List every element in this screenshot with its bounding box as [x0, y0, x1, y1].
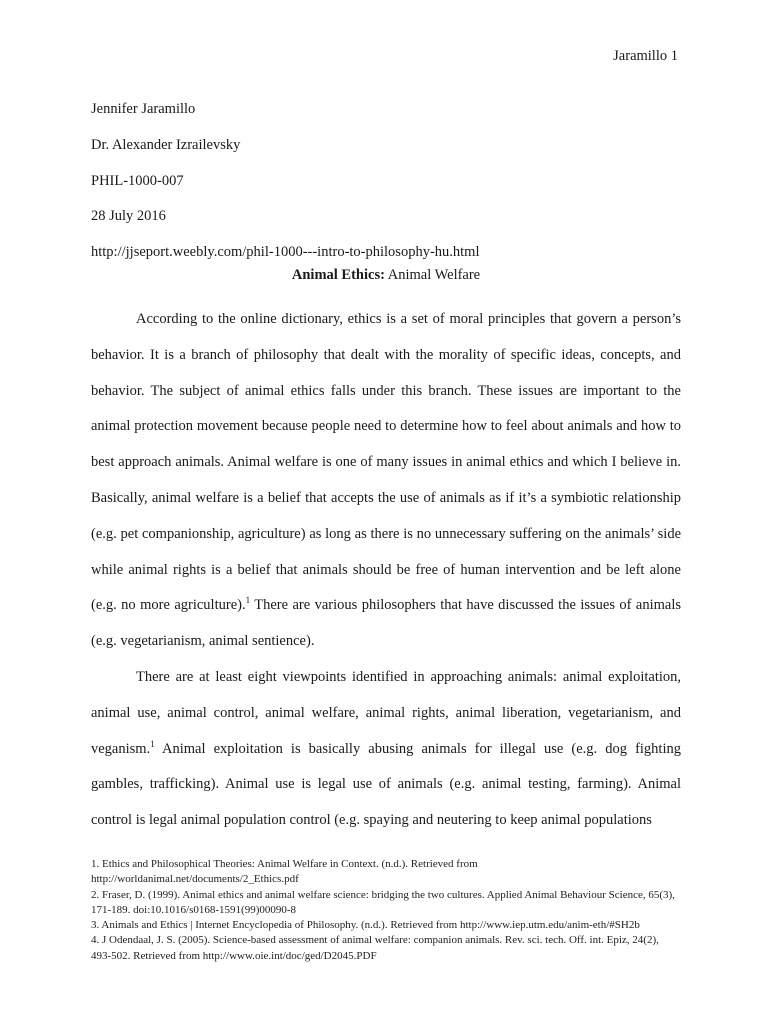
student-name: Jennifer Jaramillo [91, 101, 196, 117]
footnote-2: 2. Fraser, D. (1999). Animal ethics and animal welfare science: bridging the two cultures. Applied Animal Behaviour Science, 65(3), 171-189. doi:10.1016/s0168-1591(99)00090-8 [91, 888, 675, 916]
paragraph-2-text-a: There are at least eight viewpoints identified in approaching animals: animal exploitation, animal use, animal control, animal welfare, animal rights, animal liberation, vegetarianism, and veganism. [91, 668, 681, 757]
paper-heading [91, 92, 681, 271]
footnotes [91, 857, 681, 964]
footnote-4: 4. J Odendaal, J. S. (2005). Science-based assessment of animal welfare: companion animals. Rev. sci. tech. Off. int. Epiz, 24(2), 493-502. Retrieved from http://www.oie.int/doc/ged/D2045.PDF [91, 934, 659, 962]
paragraph-1 [91, 302, 681, 660]
footnote-ref: 1 [245, 595, 251, 606]
paper-title [91, 267, 681, 284]
source-url: http://jjseport.weebly.com/phil-1000---intro-to-philosophy-hu.html [91, 244, 480, 261]
title-rest: Animal Welfare [384, 267, 481, 283]
running-head: Jaramillo 1 [613, 48, 678, 64]
instructor-name: Dr. Alexander Izrailevsky [91, 136, 241, 153]
footnote-3: 3. Animals and Ethics | Internet Encyclopedia of Philosophy. (n.d.). Retrieved from http://www.iep.utm.edu/anim-eth/#SH2b [91, 919, 640, 932]
footnote-ref: 1 [150, 738, 155, 749]
title-bold: Animal Ethics: [291, 267, 385, 283]
paragraph-1-text-b: There are various philosophers that have discussed the issues of animals (e.g. vegetarianism, animal sentience). [91, 597, 681, 650]
paragraph-1-text-a: According to the online dictionary, ethics is a set of moral principles that govern a person’s behavior. It is a branch of philosophy that dealt with the morality of specific ideas, concepts, and behavior. The subject of animal ethics falls under this branch. These issues are important to the animal protection movement because people need to determine how to feel about animals and how to best approach animals. Animal welfare is one of many issues in animal ethics and which I believe in. Basically, animal welfare is a belief that accepts the use of animals as if it’s a symbiotic relationship (e.g. pet companionship, agriculture) as long as there is no unnecessary suffering on the animals’ side while animal rights is a belief that animals should be free of human intervention and be left alone (e.g. no more agriculture). [91, 311, 681, 614]
footnote-1: 1. Ethics and Philosophical Theories: Animal Welfare in Context. (n.d.). Retrieved from http://worldanimal.net/documents/2_Ethics.pdf [91, 858, 478, 886]
course-code: PHIL-1000-007 [91, 172, 184, 189]
paper-date: 28 July 2016 [91, 208, 166, 225]
paragraph-2-text-b: Animal exploitation is basically abusing animals for illegal use (e.g. dog fighting gambles, trafficking). Animal use is legal use of animals (e.g. animal testing, farming). Animal control is legal animal population control (e.g. spaying and neutering to keep animal populations [91, 740, 681, 829]
paper-body [91, 302, 681, 839]
paragraph-2 [91, 660, 681, 839]
